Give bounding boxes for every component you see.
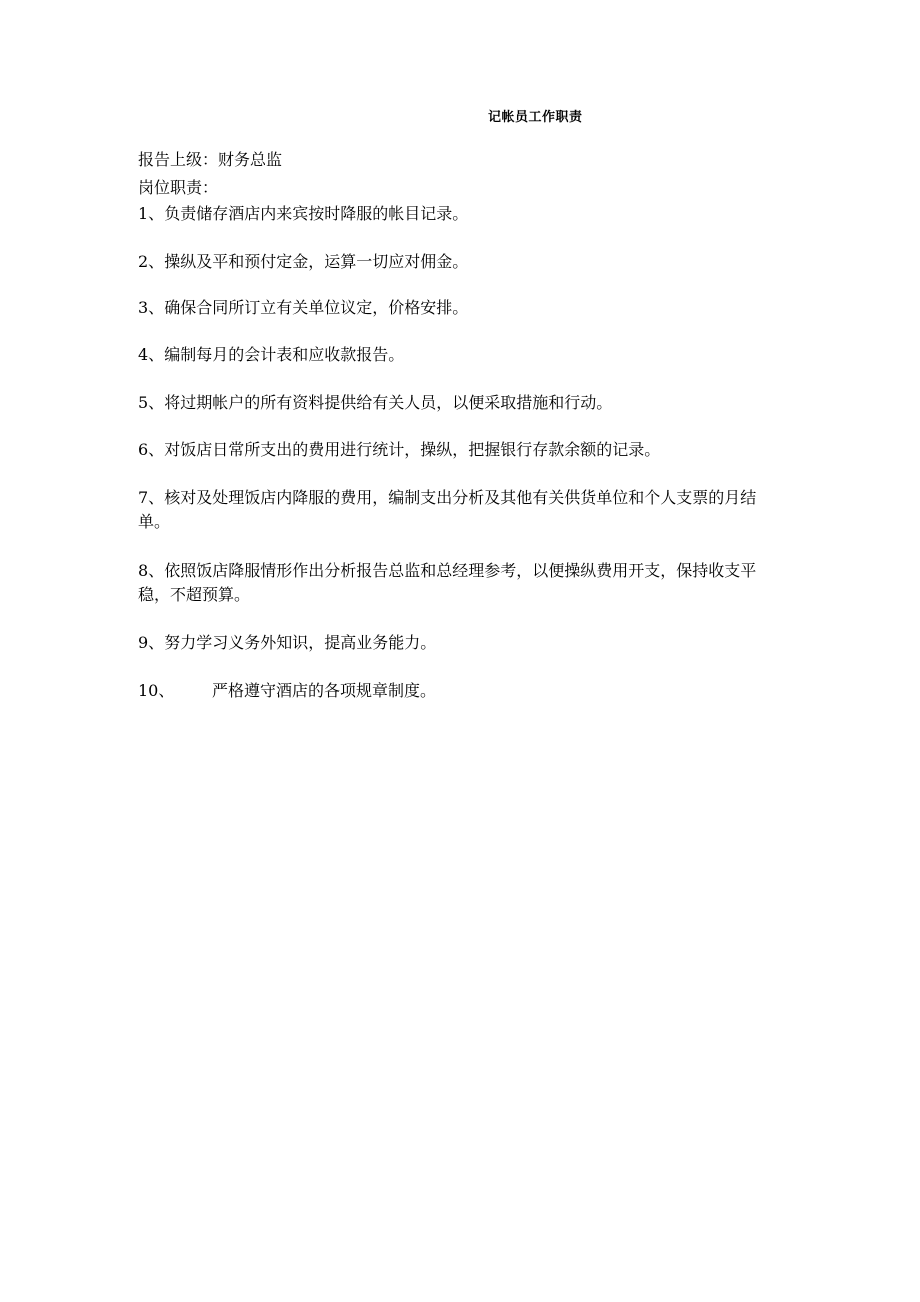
duty-text: 负责储存酒店内来宾按时降服的帐目记录。 (164, 204, 469, 223)
duty-text: 将过期帐户的所有资料提供给有关人员，以便采取措施和行动。 (164, 393, 613, 412)
duty-item-4 (138, 343, 788, 367)
duty-number: 3、 (138, 298, 165, 317)
duty-item-1 (138, 202, 788, 226)
duty-item-2 (138, 250, 788, 274)
duty-number: 2、 (138, 252, 165, 271)
duty-text: 努力学习义务外知识，提高业务能力。 (164, 633, 437, 652)
duty-number: 7、 (138, 488, 165, 507)
section-heading: 岗位职责： (138, 178, 219, 197)
duty-item-8 (138, 559, 788, 607)
duty-item-6 (138, 438, 788, 462)
report-to-line: 报告上级：财务总监 (138, 150, 283, 169)
duty-number: 4、 (138, 345, 165, 364)
duty-text: 依照饭店降服情形作出分析报告总监和总经理参考，以便操纵费用开支，保持收支平稳，不超预算。 (138, 561, 757, 604)
duty-text: 确保合同所订立有关单位议定，价格安排。 (164, 298, 469, 317)
duty-number: 5、 (138, 393, 165, 412)
document-title: 记帐员工作职责 (488, 110, 583, 125)
duty-item-7 (138, 486, 788, 534)
duty-number: 1、 (138, 204, 165, 223)
duty-item-3 (138, 296, 788, 320)
duty-text: 对饭店日常所支出的费用进行统计，操纵，把握银行存款余额的记录。 (164, 440, 661, 459)
duty-text: 编制每月的会计表和应收款报告。 (164, 345, 405, 364)
duty-number: 9、 (138, 633, 165, 652)
duty-item-10 (138, 679, 788, 703)
duty-number: 8、 (138, 561, 165, 580)
duty-item-5 (138, 391, 788, 415)
duty-number: 6、 (138, 440, 165, 459)
duty-text: 严格遵守酒店的各项规章制度。 (212, 681, 437, 700)
duty-text: 操纵及平和预付定金，运算一切应对佣金。 (164, 252, 469, 271)
duty-text: 核对及处理饭店内降服的费用，编制支出分析及其他有关供货单位和个人支票的月结单。 (138, 488, 757, 531)
duty-number: 10、 (138, 681, 175, 700)
duty-item-9 (138, 631, 788, 655)
